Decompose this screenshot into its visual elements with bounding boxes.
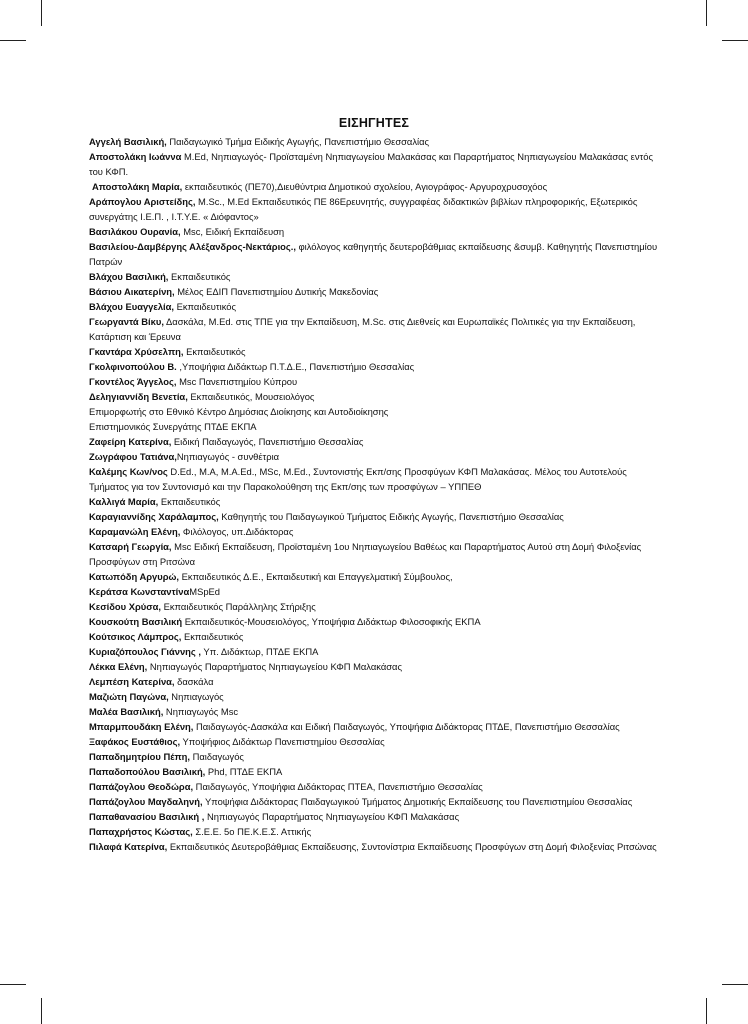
speaker-entry — [89, 194, 659, 224]
speaker-name: Αγγελή Βασιλική, — [89, 136, 167, 147]
speaker-description: Msc Πανεπιστημίου Κύπρου — [176, 376, 298, 387]
speaker-entry — [89, 569, 659, 584]
speaker-description: φιλόλογος καθηγητής δευτεροβάθμιας εκπαίδευσης &συμβ. Καθηγητής Πανεπιστημίου Πατρών — [89, 241, 658, 267]
speaker-description: Msc Ειδική Εκπαίδευση, Προϊσταμένη 1ου Νηπιαγωγείου Βαθέως και Παραρτήματος Αυτού στη Δομή Φιλοξενίας Προσφύγων στη Ριτσώνα — [89, 541, 642, 567]
speaker-description: Παιδαγωγός — [189, 751, 244, 762]
speaker-description: Νηπιαγωγός Παραρτήματος Νηπιαγωγείου ΚΦΠ Μαλακάσας — [147, 661, 402, 672]
crop-mark — [722, 40, 748, 41]
speaker-name: Πιλαφά Κατερίνα, — [89, 841, 168, 852]
speaker-name: Παπαδοπούλου Βασιλική, — [89, 766, 206, 777]
speaker-name: Μπαρμπουδάκη Ελένη, — [89, 721, 194, 732]
speaker-entry — [89, 704, 659, 719]
speaker-name: Ξαφάκος Ευστάθιος, — [89, 736, 181, 747]
speaker-description: MSpEd — [189, 586, 221, 597]
speaker-description: Νηπιαγωγός — [168, 691, 224, 702]
speaker-name: Κουσκούτη Βασιλική — [89, 616, 183, 627]
speaker-entry — [89, 389, 659, 404]
speaker-entry — [89, 239, 659, 269]
speaker-description: δασκάλα — [174, 676, 214, 687]
speaker-name: Παπάζογλου Μαγδαληνή, — [89, 796, 203, 807]
speaker-description: Msc, Ειδική Εκπαίδευση — [180, 226, 285, 237]
speaker-entry — [89, 299, 659, 314]
speaker-description: εκπαιδευτικός (ΠΕ70),Διευθύντρια Δημοτικού σχολείου, Αγιογράφος- Αργυροχρυσοχόος — [182, 181, 548, 192]
speaker-entry — [89, 269, 659, 284]
speaker-entry — [89, 599, 659, 614]
speaker-name: Αράπογλου Αριστείδης, — [89, 196, 196, 207]
speaker-name: Δεληγιαννίδη Βενετία, — [89, 391, 188, 402]
speaker-entry — [89, 314, 659, 344]
speaker-description: Phd, ΠΤΔΕ ΕΚΠΑ — [205, 766, 283, 777]
speaker-entry — [89, 464, 659, 494]
speaker-name: Καραγιαννίδης Χαράλαμπος, — [89, 511, 219, 522]
speaker-name: Κατσαρή Γεωργία, — [89, 541, 172, 552]
speaker-entry — [89, 434, 659, 449]
crop-mark — [0, 40, 26, 41]
speaker-name: Ζωγράφου Τατιάνα, — [89, 451, 177, 462]
speaker-description: Καθηγητής του Παιδαγωγικού Τμήματος Ειδικής Αγωγής, Πανεπιστήμιο Θεσσαλίας — [218, 511, 564, 522]
speaker-description: Υπ. Διδάκτωρ, ΠΤΔΕ ΕΚΠΑ — [201, 646, 319, 657]
speakers-list — [89, 134, 659, 854]
speaker-entry — [89, 494, 659, 509]
speaker-entry — [89, 629, 659, 644]
speaker-entry — [89, 374, 659, 389]
speaker-entry — [89, 344, 659, 359]
crop-mark — [41, 998, 42, 1024]
speaker-description: Δασκάλα, M.Ed. στις ΤΠΕ για την Εκπαίδευση, M.Sc. στις Διεθνείς και Ευρωπαϊκές Πολιτικές για την Εκπαίδευση, Κατάρτιση και Έρευνα — [89, 316, 636, 342]
speaker-name: Καραμανώλη Ελένη, — [89, 526, 181, 537]
speaker-name: Καλλιγά Μαρία, — [89, 496, 159, 507]
speaker-name: Παπαθανασίου Βασιλική , — [89, 811, 205, 822]
speaker-name: Μαλέα Βασιλική, — [89, 706, 164, 717]
speaker-description: Παιδαγωγός-Δασκάλα και Ειδική Παιδαγωγός, Υποψήφια Διδάκτορας ΠΤΔΕ, Πανεπιστήμιο Θεσσαλίας — [193, 721, 620, 732]
speaker-name: Παπάζογλου Θεοδώρα, — [89, 781, 194, 792]
speaker-entry — [89, 809, 659, 824]
speaker-name: Καλέμης Κων/νος — [89, 466, 168, 477]
speaker-entry — [89, 749, 659, 764]
speaker-entry — [89, 659, 659, 674]
speaker-name: Ζαφείρη Κατερίνα, — [89, 436, 172, 447]
speaker-name: Κεράτσα Κωνσταντίνα — [89, 586, 190, 597]
speaker-description: Ειδική Παιδαγωγός, Πανεπιστήμιο Θεσσαλίας — [171, 436, 364, 447]
speaker-name: Αποστολάκη Μαρία, — [92, 181, 183, 192]
speaker-description: M.Ed, Νηπιαγωγός- Προϊσταμένη Νηπιαγωγείου Μαλακάσας και Παραρτήματος Νηπιαγωγείου Μαλακάσας εντός του ΚΦΠ. — [89, 151, 653, 177]
speaker-entry — [89, 539, 659, 569]
speaker-name: Γεωργαντά Βίκυ, — [89, 316, 164, 327]
speaker-name: Κούτσικος Λάμπρος, — [89, 631, 182, 642]
speaker-description: D.Ed., M.A, M.A.Ed., MSc, M.Ed., Συντονιστής Εκπ/σης Προσφύγων ΚΦΠ Μαλακάσας. Μέλος του Αυτοτελούς Τμήματος για τον Συντονισμό και την Παρακολούθηση της Εκπ/σης των προσφύγων – ΥΠΠΕΘ — [89, 466, 627, 492]
crop-mark — [0, 984, 26, 985]
speaker-entry — [89, 779, 659, 794]
speaker-description: Εκπαιδευτικός — [168, 271, 231, 282]
speaker-entry — [89, 524, 659, 539]
speaker-name: Παπαχρήστος Κώστας, — [89, 826, 193, 837]
speaker-description: Εκπαιδευτικός — [174, 301, 237, 312]
speaker-description: Επιστημονικός Συνεργάτης ΠΤΔΕ ΕΚΠΑ — [89, 421, 257, 432]
speaker-description: Παιδαγωγός, Υποψήφια Διδάκτορας ΠΤΕΑ, Πανεπιστήμιο Θεσσαλίας — [193, 781, 483, 792]
speaker-description: Υποψήφια Διδάκτορας Παιδαγωγικού Τμήματος Δημοτικής Εκπαίδευσης του Πανεπιστημίου Θεσσαλίας — [202, 796, 633, 807]
speaker-entry — [89, 839, 659, 854]
speaker-name: Κατωπόδη Αργυρώ, — [89, 571, 180, 582]
speaker-entry — [89, 674, 659, 689]
speaker-entry — [89, 449, 659, 464]
crop-mark — [41, 0, 42, 26]
speaker-entry — [89, 509, 659, 524]
speaker-name: Παπαδημητρίου Πέπη, — [89, 751, 190, 762]
crop-mark — [706, 998, 707, 1024]
speaker-entry — [89, 764, 659, 779]
speaker-name: Γκοντέλος Άγγελος, — [89, 376, 177, 387]
speaker-name: Γκαντάρα Χρύσελπη, — [89, 346, 184, 357]
speaker-description: Νηπιαγωγός Παραρτήματος Νηπιαγωγείου ΚΦΠ Μαλακάσας — [204, 811, 460, 822]
speaker-description: Εκπαιδευτικός — [158, 496, 221, 507]
speaker-entry — [89, 404, 659, 419]
speaker-name: Κυριαζόπουλος Γιάννης , — [89, 646, 201, 657]
speaker-name: Βλάχου Ευαγγελία, — [89, 301, 175, 312]
speaker-entry — [89, 719, 659, 734]
speaker-description: M.Sc., M.Ed Εκπαιδευτικός ΠΕ 86Ερευνητής, συγγραφέας διδακτικών βιβλίων πληροφορικής, Εξωτερικός συνεργάτης Ι.Ε.Π. , Ι.Τ.Υ.Ε. « Διόφαντος» — [89, 196, 638, 222]
speaker-description: Νηπιαγωγός Msc — [163, 706, 239, 717]
speaker-description: Επιμορφωτής στο Εθνικό Κέντρο Δημόσιας Διοίκησης και Αυτοδιοίκησης — [89, 406, 389, 417]
speaker-description: Νηπιαγωγός - συνθέτρια — [176, 451, 280, 462]
speaker-description: Εκπαιδευτικός, Μουσειολόγος — [187, 391, 315, 402]
speaker-name: Βάσιου Αικατερίνη, — [89, 286, 175, 297]
speaker-description: Εκπαιδευτικός-Μουσειολόγος, Υποψήφια Διδάκτωρ Φιλοσοφικής ΕΚΠΑ — [182, 616, 481, 627]
page-title: ΕΙΣΗΓΗΤΕΣ — [338, 116, 410, 130]
speaker-entry — [89, 419, 659, 434]
speaker-description: Σ.Ε.Ε. 5ο ΠΕ.Κ.Ε.Σ. Αττικής — [192, 826, 312, 837]
speaker-entry — [89, 794, 659, 809]
speaker-description: Εκπαιδευτικός Παράλληλης Στήριξης — [161, 601, 316, 612]
speaker-description: ,Υποψήφια Διδάκτωρ Π.Τ.Δ.Ε., Πανεπιστήμιο Θεσσαλίας — [176, 361, 415, 372]
speaker-name: Λεμπέση Κατερίνα, — [89, 676, 175, 687]
speaker-entry — [89, 644, 659, 659]
speaker-entry — [89, 359, 659, 374]
speaker-entry — [89, 584, 659, 599]
speaker-description: Μέλος ΕΔΙΠ Πανεπιστημίου Δυτικής Μακεδονίας — [174, 286, 379, 297]
speaker-entry — [89, 689, 659, 704]
speaker-description: Εκπαιδευτικός Δ.Ε., Εκπαιδευτική και Επαγγελματική Σύμβουλος, — [179, 571, 453, 582]
speaker-description: Παιδαγωγικό Τμήμα Ειδικής Αγωγής, Πανεπιστήμιο Θεσσαλίας — [166, 136, 430, 147]
speaker-name: Κεσίδου Χρύσα, — [89, 601, 162, 612]
speaker-name: Βλάχου Βασιλική, — [89, 271, 169, 282]
speaker-name: Βασιλάκου Ουρανία, — [89, 226, 181, 237]
speaker-name: Λέκκα Ελένη, — [89, 661, 148, 672]
speaker-name: Βασιλείου-Δαμβέργης Αλέξανδρος-Νεκτάριος., — [89, 241, 296, 252]
speaker-entry — [89, 224, 659, 239]
speaker-description: Εκπαιδευτικός Δευτεροβάθμιας Εκπαίδευσης, Συντονίστρια Εκπαίδευσης Προσφύγων στη Δομή Φιλοξενίας Ριτσώνας — [167, 841, 657, 852]
speaker-description: Υποψήφιος Διδάκτωρ Πανεπιστημίου Θεσσαλίας — [180, 736, 385, 747]
speaker-name: Γκολφινοπούλου Β. — [89, 361, 177, 372]
crop-mark — [706, 0, 707, 26]
speaker-description: Εκπαιδευτικός — [183, 346, 246, 357]
speaker-entry — [89, 134, 659, 149]
speaker-entry — [89, 824, 659, 839]
speaker-entry — [89, 179, 659, 194]
speaker-name: Μαζιώτη Παγώνα, — [89, 691, 169, 702]
speaker-description: Εκπαιδευτικός — [181, 631, 244, 642]
speaker-entry — [89, 149, 659, 179]
speaker-entry — [89, 734, 659, 749]
speaker-entry — [89, 284, 659, 299]
crop-mark — [722, 984, 748, 985]
speaker-entry — [89, 614, 659, 629]
speaker-description: Φιλόλογος, υπ.Διδάκτορας — [180, 526, 294, 537]
speaker-name: Αποστολάκη Ιωάννα — [89, 151, 182, 162]
